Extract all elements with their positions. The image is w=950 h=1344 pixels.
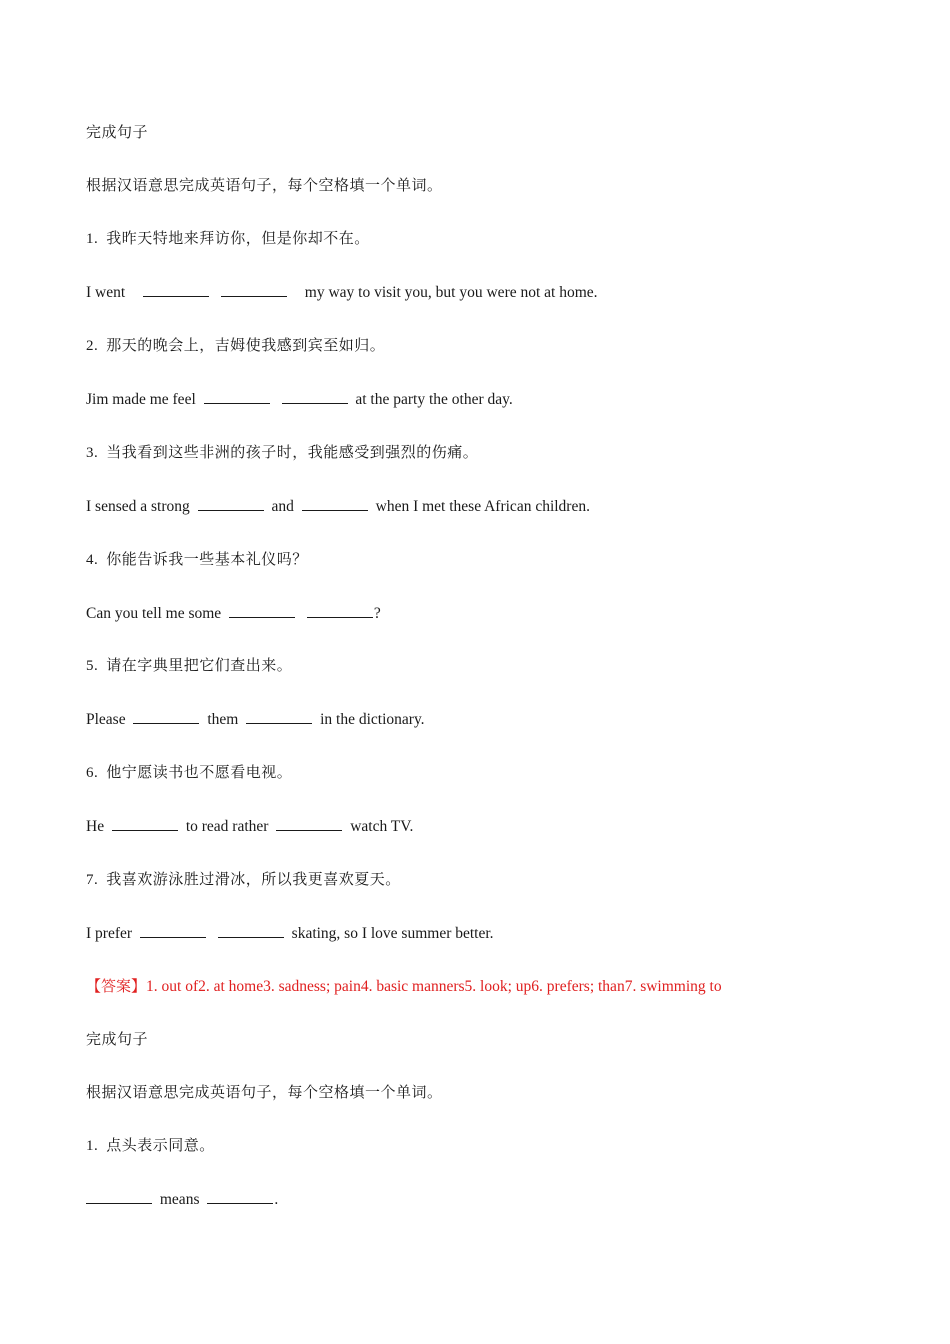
question-number: 4. [86, 552, 99, 568]
answer-key [86, 976, 722, 997]
sentence-part: and [271, 498, 294, 515]
answer-blank[interactable] [276, 816, 342, 831]
answer-blank[interactable] [207, 1189, 273, 1204]
sentence-part: I went [86, 284, 126, 301]
question-text: 他宁愿读书也不愿看电视。 [106, 763, 293, 781]
sentence-part: I sensed a strong [86, 498, 190, 515]
question-en [86, 282, 598, 303]
question-text: 你能告诉我一些基本礼仪吗？ [106, 550, 308, 568]
question-en [86, 923, 494, 944]
question-zh [86, 655, 292, 676]
instruction: 根据汉语意思完成英语句子，每个空格填一个单词。 [86, 176, 443, 194]
answer-blank[interactable] [143, 282, 209, 297]
answer-blank[interactable] [302, 496, 368, 511]
question-text: 当我看到这些非洲的孩子时，我能感受到强烈的伤痛。 [106, 443, 479, 461]
sentence-part: them [207, 711, 239, 728]
sentence-part: I prefer [86, 925, 133, 942]
sentence-part: to read rather [185, 818, 269, 835]
question-zh [86, 549, 308, 570]
sentence-part: means [159, 1191, 200, 1208]
answer-blank[interactable] [86, 1189, 152, 1204]
answer-blank[interactable] [218, 923, 284, 938]
question-en [86, 709, 425, 730]
sentence-part: at the party the other day. [355, 391, 513, 408]
sentence-part: Can you tell me some [86, 605, 222, 622]
sentence-part: my way to visit you, but you were not at home. [304, 284, 598, 301]
question-en [86, 496, 590, 517]
answer-blank[interactable] [246, 709, 312, 724]
question-number: 2. [86, 338, 99, 354]
question-text: 点头表示同意。 [106, 1136, 215, 1154]
sentence-part: . [274, 1191, 279, 1208]
question-number: 7. [86, 872, 99, 888]
question-text: 请在字典里把它们查出来。 [106, 656, 293, 674]
answer-blank[interactable] [221, 282, 287, 297]
sentence-part: Please [86, 711, 126, 728]
question-en [86, 816, 413, 837]
sentence-part: He [86, 818, 105, 835]
sentence-part: watch TV. [350, 818, 414, 835]
question-zh [86, 869, 401, 890]
answer-blank[interactable] [307, 603, 373, 618]
answer-blank[interactable] [133, 709, 199, 724]
question-en [86, 389, 513, 410]
section-title: 完成句子 [86, 123, 149, 141]
answer-blank[interactable] [282, 389, 348, 404]
answer-tag: 【答案】 [86, 977, 147, 995]
question-zh [86, 442, 478, 463]
answer-blank[interactable] [229, 603, 295, 618]
question-text: 那天的晚会上，吉姆使我感到宾至如归。 [106, 336, 386, 354]
instruction: 根据汉语意思完成英语句子，每个空格填一个单词。 [86, 1083, 443, 1101]
sentence-part: Jim made me feel [86, 391, 196, 408]
answer-text: 1. out of2. at home3. sadness; pain4. basic manners5. look; up6. prefers; than7. swimming to [146, 978, 722, 995]
sentence-part: when I met these African children. [375, 498, 590, 515]
question-zh [86, 1135, 215, 1156]
question-zh [86, 762, 292, 783]
question-en [86, 1189, 278, 1210]
question-number: 1. [86, 1138, 99, 1154]
sentence-part: in the dictionary. [320, 711, 425, 728]
question-zh [86, 228, 370, 249]
question-number: 3. [86, 445, 99, 461]
question-number: 1. [86, 231, 99, 247]
question-number: 6. [86, 765, 99, 781]
question-text: 我昨天特地来拜访你，但是你却不在。 [106, 229, 370, 247]
question-text: 我喜欢游泳胜过滑冰，所以我更喜欢夏天。 [106, 870, 401, 888]
question-zh [86, 335, 385, 356]
section-title: 完成句子 [86, 1030, 149, 1048]
question-number: 5. [86, 658, 99, 674]
answer-blank[interactable] [204, 389, 270, 404]
answer-blank[interactable] [140, 923, 206, 938]
answer-blank[interactable] [198, 496, 264, 511]
sentence-part: skating, so I love summer better. [291, 925, 494, 942]
answer-blank[interactable] [112, 816, 178, 831]
question-en [86, 603, 381, 624]
sentence-part: ? [373, 605, 381, 622]
